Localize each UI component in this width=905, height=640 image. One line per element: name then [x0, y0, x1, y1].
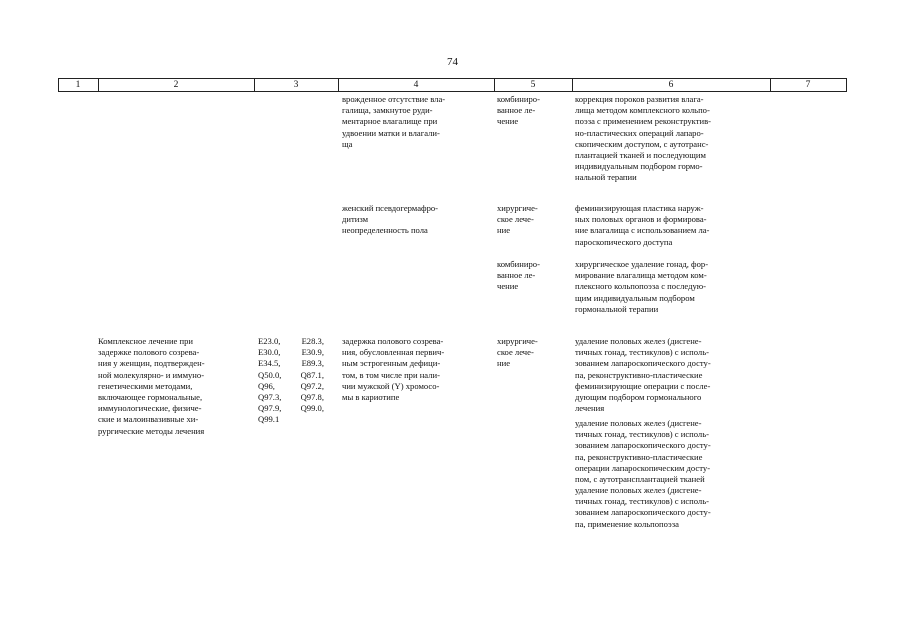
text-line: зованием лапароскопического досту-: [575, 507, 711, 518]
header-col-7: 7: [805, 80, 811, 90]
text-line: ния у женщин, подтвержден-: [98, 358, 205, 369]
text-line: скопическим доступом, с аутотранс-: [575, 138, 709, 149]
text-line: врожденное отсутствие вла-: [342, 94, 446, 104]
text-line: ские и малоинвазивные хи-: [98, 414, 199, 425]
code-row: [258, 392, 324, 403]
code: Q99.0,: [300, 403, 324, 414]
text-line: ных половых органов и формирова-: [575, 214, 707, 225]
code: Q97.9,: [258, 403, 282, 414]
text-line: Комплексное лечение при: [98, 336, 193, 346]
header-col-2: 2: [173, 80, 179, 90]
text-line: зованием лапароскопического досту-: [575, 358, 711, 369]
text-line: лища методом комплексного кольпо-: [575, 105, 710, 116]
text-line: мирование влагалища методом ком-: [575, 270, 707, 281]
code-row: [258, 370, 324, 381]
code: E30.0,: [258, 347, 281, 358]
code: E89.3,: [301, 358, 324, 369]
text-line: галища, замкнутое руди-: [342, 105, 433, 116]
text-line: ванное ле-: [497, 270, 536, 281]
code: E34.5,: [258, 358, 281, 369]
block3-method-a: [575, 336, 765, 414]
header-col-1: 1: [75, 80, 81, 90]
text-line: па, реконструктивно-пластические: [575, 369, 703, 380]
text-line: удаление половых желез (дисгене-: [575, 485, 702, 495]
block2-method-a: [575, 203, 765, 248]
text-line: хирургическое удаление гонад, фор-: [575, 259, 709, 269]
text-line: хирургиче-: [497, 203, 538, 213]
block3-codes: [258, 336, 328, 426]
text-line: задержке полового созрева-: [98, 347, 200, 358]
block2-method-b: [575, 259, 765, 315]
text-line: ным эстрогенным дефици-: [342, 358, 441, 369]
text-line: но-пластических операций лапаро-: [575, 127, 704, 138]
text-line: ние: [497, 358, 511, 369]
text-line: комбиниро-: [497, 94, 540, 104]
block3-name: [98, 336, 247, 437]
text-line: ной молекулярно- и иммуно-: [98, 369, 205, 380]
text-line: лечения: [575, 403, 605, 414]
block3-method-b: [575, 418, 765, 485]
text-line: па, применение кольпопоэза: [575, 518, 679, 529]
code-row: [258, 403, 324, 414]
text-line: плантацией тканей и последующим: [575, 150, 706, 161]
block3-treatment: [497, 336, 567, 370]
text-line: зованием лапароскопического досту-: [575, 440, 711, 451]
text-line: удаление половых желез (дисгене-: [575, 418, 702, 428]
text-line: чение: [497, 281, 519, 292]
code: Q97.2,: [300, 380, 324, 391]
code-row: [258, 381, 324, 392]
text-line: плексного кольпопоэза с последую-: [575, 281, 707, 292]
text-line: индивидуальным подбором гормо-: [575, 161, 703, 172]
block1-method: [575, 94, 765, 184]
block1-treatment: [497, 94, 567, 128]
text-line: па, реконструктивно-пластические: [575, 451, 703, 462]
block2-diagnosis: [342, 203, 489, 237]
text-line: ское лече-: [497, 347, 534, 358]
code-row: [258, 414, 324, 425]
text-line: тичных гонад, тестикулов) с исполь-: [575, 347, 709, 358]
header-col-3: 3: [293, 80, 299, 90]
text-line: удаление половых желез (дисгене-: [575, 336, 702, 346]
text-line: чение: [497, 116, 519, 127]
header-col-6: 6: [668, 80, 674, 90]
text-line: удвоении матки и влагали-: [342, 127, 440, 138]
text-line: пом, с аутотрансплантацией тканей: [575, 474, 705, 485]
block1-diagnosis: [342, 94, 489, 150]
text-line: генетическими методами,: [98, 380, 193, 391]
text-line: мы в кариотипе: [342, 392, 400, 403]
code: E30.9,: [301, 347, 324, 358]
text-line: женский псевдогермафро-: [342, 203, 439, 213]
code: Q96,: [258, 380, 275, 391]
code: Q99.1: [258, 414, 280, 425]
text-line: ское лече-: [497, 214, 534, 225]
header-col-4: 4: [413, 80, 419, 90]
block2-treatment-b: [497, 259, 567, 293]
text-line: комбиниро-: [497, 259, 540, 269]
text-line: включающее гормональные,: [98, 392, 203, 403]
text-line: ние: [497, 225, 511, 236]
text-line: ния, обусловленная первич-: [342, 347, 445, 358]
text-line: ванное ле-: [497, 105, 536, 116]
text-line: гормональной терапии: [575, 303, 659, 314]
text-line: иммунологические, физиче-: [98, 403, 202, 414]
text-line: хирургиче-: [497, 336, 538, 346]
text-line: том, в том числе при нали-: [342, 369, 440, 380]
text-line: задержка полового созрева-: [342, 336, 444, 346]
text-line: тичных гонад, тестикулов) с исполь-: [575, 496, 709, 507]
block3-method-c: [575, 485, 765, 530]
text-line: ментарное влагалище при: [342, 116, 438, 127]
code: E28.3,: [301, 336, 324, 346]
code: Q50.0,: [258, 369, 282, 380]
text-line: рургические методы лечения: [98, 425, 205, 436]
text-line: поэза с применением реконструктив-: [575, 116, 712, 127]
text-line: дитизм: [342, 214, 369, 225]
text-line: ща: [342, 138, 353, 149]
header-col-5: 5: [530, 80, 536, 90]
text-line: чии мужской (Y) хромосо-: [342, 380, 440, 391]
code: Q87.1,: [300, 369, 324, 380]
text-line: феминизирующая пластика наруж-: [575, 203, 704, 213]
text-line: дующим подбором гормонального: [575, 392, 702, 403]
code: Q97.8,: [300, 392, 324, 403]
page-number: 74: [447, 56, 458, 68]
code: E23.0,: [258, 336, 281, 346]
code-row: [258, 358, 324, 369]
text-line: коррекция пороков развития влага-: [575, 94, 704, 104]
text-line: щим индивидуальным подбором: [575, 292, 695, 303]
text-line: пароскопического доступа: [575, 236, 673, 247]
table-header-row: [58, 78, 847, 92]
text-line: операции лапароскопическим досту-: [575, 462, 711, 473]
text-line: тичных гонад, тестикулов) с исполь-: [575, 429, 709, 440]
block2-treatment-a: [497, 203, 567, 237]
code-row: [258, 336, 324, 347]
code-row: [258, 347, 324, 358]
code: Q97.3,: [258, 392, 282, 403]
text-line: ние влагалища с использованием ла-: [575, 225, 710, 236]
block3-diagnosis: [342, 336, 489, 403]
text-line: феминизирующие операции с после-: [575, 380, 711, 391]
text-line: нальной терапии: [575, 172, 637, 183]
text-line: неопределенность пола: [342, 225, 428, 236]
